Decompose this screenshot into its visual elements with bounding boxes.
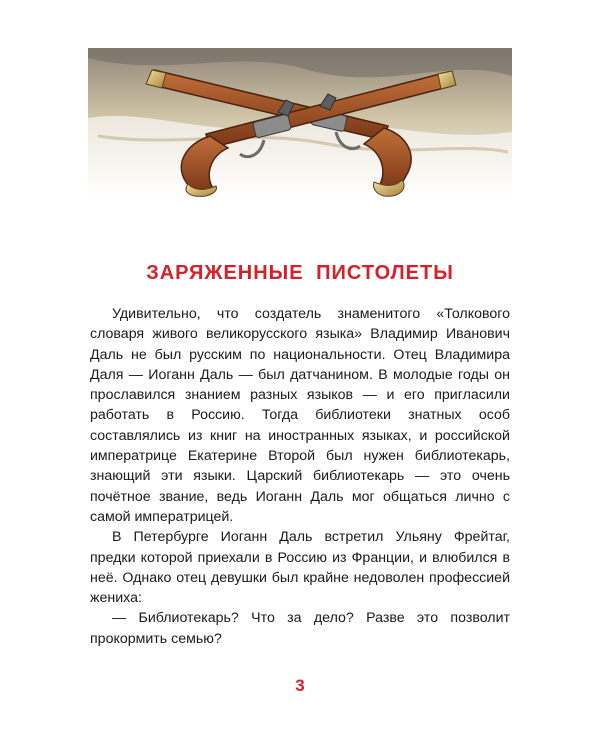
body-text (90, 304, 510, 649)
paragraph: Удивительно, что создатель знаменитого «Толкового словаря живого великорусского языка» Владимир Иванович Даль не был русским по национальности. Отец Владимира Даля — Иоганн Даль — был датчанином. В молодые годы он прославился знанием разных языков — и его пригласили работать в Россию. Тогда библиотеки знатных особ составлялись из книг на иностранных языках, и российской императрице Екатерине Второй был нужен библиотекарь, знающий эти языки. Царский библиотекарь — это очень почётное звание, ведь Иоганн Даль мог общаться лично с самой императрицей. (90, 306, 510, 525)
page-number: 3 (295, 676, 305, 695)
paragraph: В Петербурге Иоганн Даль встретил Ульяну Фрейтаг, предки которой приехали в Россию из Франции, и влюбился в неё. Однако отец девушки был крайне недоволен профессией жениха: (90, 529, 510, 607)
chapter-title: ЗАРЯЖЕННЫЕ ПИСТОЛЕТЫ (146, 262, 454, 284)
crossed-flintlock-pistols-icon (88, 48, 512, 198)
pistols-illustration (88, 48, 512, 198)
paragraph: — Библиотекарь? Что за дело? Разве это позволит прокормить семью? (90, 610, 510, 647)
